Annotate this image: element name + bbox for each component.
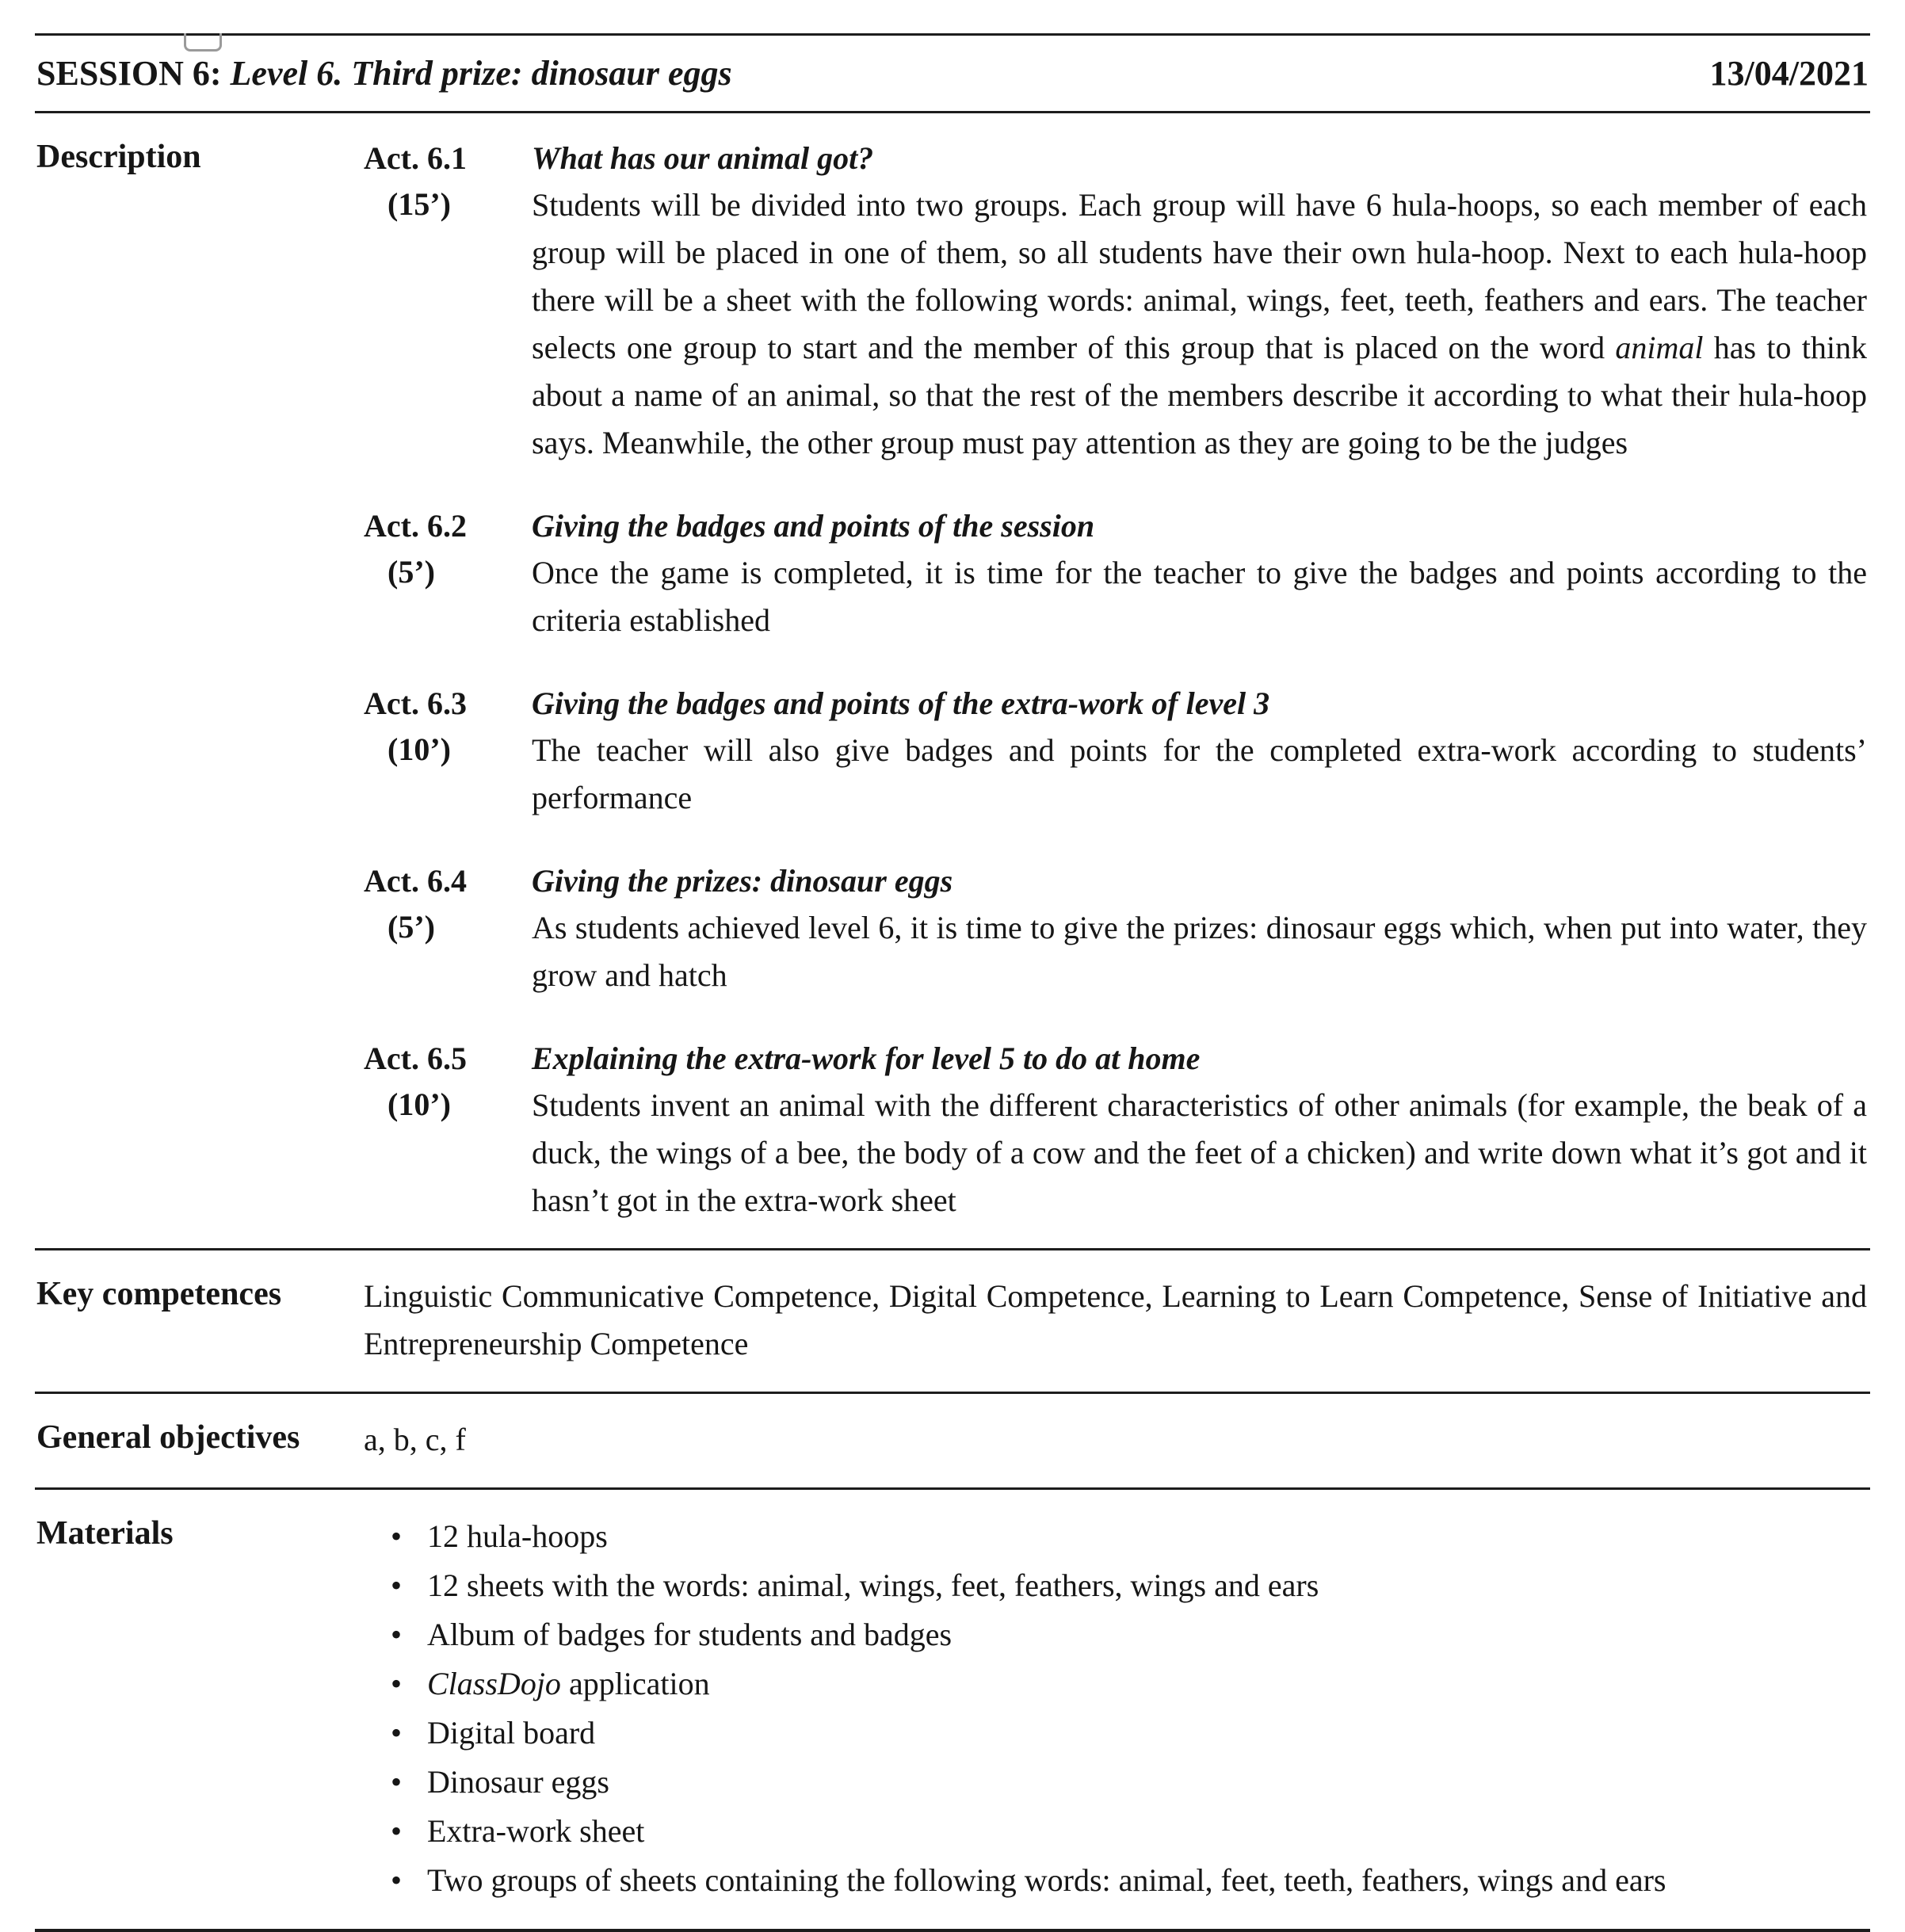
description-section bbox=[35, 113, 1870, 1248]
activity-number-block bbox=[364, 136, 532, 227]
activity-duration: (5’) bbox=[387, 553, 435, 590]
activity-duration: (15’) bbox=[387, 185, 451, 222]
material-item: • Dinosaur eggs bbox=[364, 1758, 1870, 1807]
activity-6-5 bbox=[364, 1036, 1870, 1224]
material-item-emphasis: ClassDojo bbox=[427, 1665, 561, 1701]
activities bbox=[364, 136, 1870, 1224]
material-item-text: application bbox=[560, 1665, 710, 1701]
general-objectives-text: a, b, c, f bbox=[364, 1421, 466, 1457]
material-item: • 12 sheets with the words: animal, wings, feet, feathers, wings and ears bbox=[364, 1561, 1870, 1610]
materials-section bbox=[35, 1490, 1870, 1929]
activity-number-block bbox=[364, 858, 532, 950]
key-competences-text: Linguistic Communicative Competence, Digital Competence, Learning to Learn Competence, Sense of Initiative and Entrepreneurship Competence bbox=[364, 1277, 1867, 1361]
session-header bbox=[35, 36, 1870, 111]
session-label: SESSION 6: bbox=[36, 54, 222, 93]
general-objectives-section bbox=[35, 1394, 1870, 1487]
activity-content bbox=[532, 681, 1870, 822]
materials-list bbox=[364, 1512, 1870, 1905]
key-competences-label: Key competences bbox=[36, 1275, 282, 1312]
activity-content bbox=[532, 858, 1870, 999]
activity-body bbox=[532, 181, 1870, 467]
activity-number: Act. 6.5 bbox=[364, 1040, 467, 1076]
activity-body-text: has to think about a name of an animal, so that the rest of the members describe it according to what their hula-hoop says. Meanwhile, the other group must pay attention as they are going to be the judges bbox=[532, 329, 1867, 460]
activity-number: Act. 6.3 bbox=[364, 685, 467, 721]
activity-content bbox=[532, 136, 1870, 467]
activity-number: Act. 6.2 bbox=[364, 507, 467, 544]
material-item bbox=[364, 1659, 1870, 1709]
activity-number: Act. 6.1 bbox=[364, 139, 467, 176]
activity-6-3 bbox=[364, 681, 1870, 822]
activity-body-text: Students will be divided into two groups. Each group will have 6 hula-hoops, so each member of each group will be placed in one of them, so all students have their own hula-hoop. Next to each hula-hoop there will be a sheet with the following words: animal, wings, feet, teeth, feathers and ears. The teacher selects one group to start and the member of this group that is placed on the word bbox=[532, 186, 1867, 365]
activity-number-block bbox=[364, 1036, 532, 1128]
activity-title: Giving the badges and points of the extra-work of level 3 bbox=[532, 685, 1270, 721]
material-item: • 12 hula-hoops bbox=[364, 1512, 1870, 1561]
activity-body: Once the game is completed, it is time for the teacher to give the badges and points according to the criteria established bbox=[532, 554, 1867, 638]
activity-6-1 bbox=[364, 136, 1870, 467]
key-competences-section bbox=[35, 1250, 1870, 1392]
activity-number-block bbox=[364, 681, 532, 773]
material-item: • Digital board bbox=[364, 1709, 1870, 1758]
activity-body: Students invent an animal with the different characteristics of other animals (for example, the beak of a duck, the wings of a bee, the body of a cow and the feet of a chicken) and write down what it’s got and it hasn’t got in the extra-work sheet bbox=[532, 1086, 1867, 1218]
materials-label: Materials bbox=[36, 1514, 174, 1552]
session-title: Level 6. Third prize: dinosaur eggs bbox=[230, 54, 732, 93]
session-heading bbox=[36, 53, 732, 95]
activity-title: What has our animal got? bbox=[532, 139, 874, 176]
general-objectives-label: General objectives bbox=[36, 1418, 300, 1456]
activity-body: The teacher will also give badges and points for the completed extra-work according to students’ performance bbox=[532, 731, 1867, 815]
lesson-plan-document bbox=[0, 33, 1905, 1932]
activity-body-emphasis: animal bbox=[1615, 329, 1704, 365]
description-label: Description bbox=[36, 138, 201, 175]
activity-duration: (10’) bbox=[387, 1086, 451, 1122]
corner-artifact bbox=[184, 33, 222, 52]
activity-duration: (5’) bbox=[387, 908, 435, 945]
activity-body: As students achieved level 6, it is time to give the prizes: dinosaur eggs which, when put into water, they grow and hatch bbox=[532, 909, 1867, 993]
material-item: • Two groups of sheets containing the following words: animal, feet, teeth, feathers, wings and ears bbox=[364, 1856, 1870, 1905]
activity-6-2 bbox=[364, 503, 1870, 644]
activity-number: Act. 6.4 bbox=[364, 862, 467, 899]
session-date: 13/04/2021 bbox=[1709, 54, 1869, 93]
activity-duration: (10’) bbox=[387, 731, 451, 767]
activity-content bbox=[532, 1036, 1870, 1224]
activity-number-block bbox=[364, 503, 532, 595]
activity-6-4 bbox=[364, 858, 1870, 999]
material-item: • Extra-work sheet bbox=[364, 1807, 1870, 1856]
activity-content bbox=[532, 503, 1870, 644]
activity-title: Explaining the extra-work for level 5 to do at home bbox=[532, 1040, 1201, 1076]
activity-title: Giving the badges and points of the session bbox=[532, 507, 1095, 544]
material-item: • Album of badges for students and badges bbox=[364, 1610, 1870, 1659]
divider bbox=[35, 1929, 1870, 1932]
activity-title: Giving the prizes: dinosaur eggs bbox=[532, 862, 953, 899]
